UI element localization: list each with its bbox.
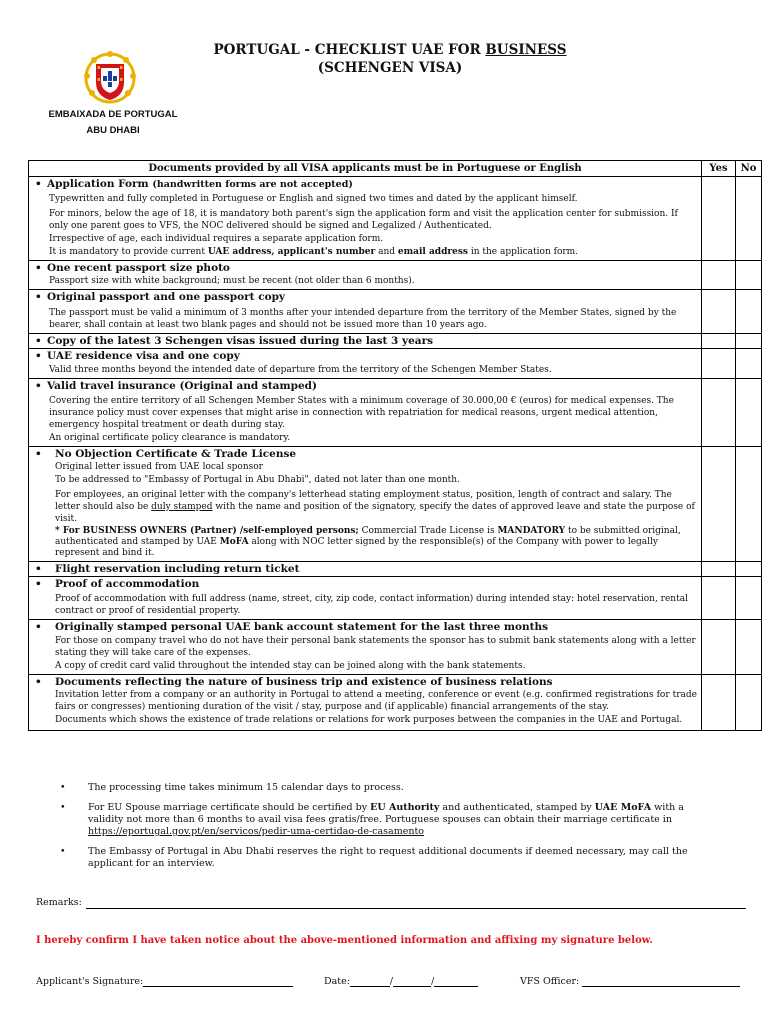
applicant-signature-line[interactable] [143,975,293,987]
yes-checkbox[interactable] [702,577,736,620]
yes-checkbox[interactable] [702,177,736,261]
yes-checkbox[interactable] [702,620,736,675]
notes-list [60,782,720,878]
no-checkbox[interactable] [736,675,762,731]
section-title: Original passport and one passport copy [47,291,286,303]
checklist-row-bank-statement: • Originally stamped personal UAE bank account statement for the last three months For those on company travel who do not have their personal bank statements the sponsor has to submit bank statements along with a letter stating they will take care of the expenses. A copy of credit card valid throughout the intended stay can be joined along with the bank statements. [29,620,762,675]
remarks-field [36,897,746,909]
remarks-label: Remarks: [36,897,82,908]
no-checkbox[interactable] [736,349,762,379]
date-month-line[interactable] [393,975,431,987]
no-checkbox[interactable] [736,334,762,349]
yes-checkbox[interactable] [702,447,736,562]
remarks-line[interactable] [86,897,746,909]
confirmation-statement: I hereby confirm I have taken notice about the above-mentioned information and affixing my signature below. [36,935,653,946]
section-title: Valid travel insurance (Original and stamped) [47,380,317,392]
section-title: Flight reservation including return ticket [55,563,300,575]
no-checkbox[interactable] [736,562,762,577]
no-header: No [736,161,762,177]
yes-checkbox[interactable] [702,379,736,447]
note-additional-documents: • The Embassy of Portugal in Abu Dhabi reserves the right to request additional documents if deemed necessary, may call the applicant for an interview. [60,846,688,869]
yes-checkbox[interactable] [702,675,736,731]
section-title: Copy of the latest 3 Schengen visas issued during the last 3 years [47,335,434,347]
portuguese-coat-of-arms-icon [74,48,146,104]
page-title: PORTUGAL - CHECKLIST UAE FOR BUSINESS (SCHENGEN VISA) [213,42,567,76]
no-checkbox[interactable] [736,290,762,334]
yes-checkbox[interactable] [702,290,736,334]
embassy-name: EMBAIXADA DE PORTUGAL ABU DHABI [48,109,178,136]
section-title: Proof of accommodation [55,578,200,590]
date-day-line[interactable] [350,975,390,987]
section-title: Documents reflecting the nature of business trip and existence of business relations [55,676,553,688]
yes-checkbox[interactable] [702,334,736,349]
no-checkbox[interactable] [736,447,762,562]
no-checkbox[interactable] [736,177,762,261]
checklist-row-business-documents: • Documents reflecting the nature of business trip and existence of business relations Invitation letter from a company or an authority in Portugal to attend a meeting, conference or event (e.g. confirmed registrations for trade fairs or congresses) mentioning duration of the visit / stay, purpose and (if applicable) financial arrangements of the stay. Documents which shows the existence of trade relations or relations for work purposes between the companies in the UAE and Portugal. [29,675,762,731]
yes-header: Yes [702,161,736,177]
no-checkbox[interactable] [736,261,762,290]
checklist-row-residence-visa: • UAE residence visa and one copy Valid three months beyond the intended date of departure from the territory of the Schengen Member States. [29,349,762,379]
documents-header: Documents provided by all VISA applicants must be in Portuguese or English [29,161,702,177]
checklist-row-accommodation: • Proof of accommodation Proof of accommodation with full address (name, street, city, zip code, contact information) during intended stay: hotel reservation, rental contract or proof of residential property. [29,577,762,620]
section-title: Originally stamped personal UAE bank account statement for the last three months [55,621,549,633]
no-checkbox[interactable] [736,577,762,620]
vfs-officer-line[interactable] [582,975,740,987]
checklist-row-schengen-visas: • Copy of the latest 3 Schengen visas issued during the last 3 years [29,334,762,349]
checklist-table [28,160,762,731]
no-checkbox[interactable] [736,620,762,675]
yes-checkbox[interactable] [702,349,736,379]
date-field: Date: / / [324,975,478,987]
checklist-header-row [29,161,762,177]
date-year-line[interactable] [434,975,478,987]
applicant-signature-field: Applicant's Signature: [36,975,293,987]
checklist-row-photo: • One recent passport size photo Passport size with white background; must be recent (not older than 6 months). [29,261,762,290]
note-processing-time: • The processing time takes minimum 15 calendar days to process. [60,782,404,793]
yes-checkbox[interactable] [702,562,736,577]
yes-checkbox[interactable] [702,261,736,290]
checklist-row-travel-insurance: • Valid travel insurance (Original and stamped) Covering the entire territory of all Schengen Member States with a minimum coverage of 30.000,00 € (euros) for medical expenses. The insurance policy must cover expenses that might arise in connection with repatriation for medical reasons, urgent medical attention, emergency hospital treatment or death during stay. An original certificate policy clearance is mandatory. [29,379,762,447]
section-title: UAE residence visa and one copy [47,350,240,362]
note-eu-spouse: • For EU Spouse marriage certificate should be certified by EU Authority and authenticated, stamped by UAE MoFA with a validity not more than 6 months to avail visa fees gratis/free. Portuguese spouses can obtain their marriage certificate in https://eportugal.gov.pt/en/servicos/pedir-uma-certidao-de-casamento [60,802,684,837]
vfs-officer-field: VFS Officer: [520,975,740,987]
checklist-row-noc: • No Objection Certificate & Trade License Original letter issued from UAE local sponsor To be addressed to "Embassy of Portugal in Abu Dhabi", dated not later than one month. For employees, an original letter with the company's letterhead stating employment status, position, length of contract and salary. The letter should also be duly stamped with the name and position of the signatory, specify the dates of approved leave and state the purpose of visit. * For BUSINESS OWNERS (Partner) /self-employed persons; Commercial Trade License is MANDATORY to be submitted original, authenticated and stamped by UAE MoFA along with NOC letter signed by the responsible(s) of the Company with power to legally represent and bind it. [29,447,762,562]
marriage-certificate-link[interactable]: https://eportugal.gov.pt/en/servicos/pedir-uma-certidao-de-casamento [88,826,424,837]
checklist-row-application-form: • Application Form (handwritten forms are not accepted) Typewritten and fully completed in Portuguese or English and signed two times and dated by the applicant himself. For minors, below the age of 18, it is mandatory both parent's sign the application form and visit the application center for submission. If only one parent goes to VFS, the NOC delivered should be signed and Legalized / Authenticated. Irrespective of age, each individual requires a separate application form. It is mandatory to provide current UAE address, applicant's number and email address in the application form. [29,177,762,261]
section-title: No Objection Certificate & Trade License [55,448,297,460]
checklist-row-flight: • Flight reservation including return ticket [29,562,762,577]
section-title: One recent passport size photo [47,262,230,274]
no-checkbox[interactable] [736,379,762,447]
checklist-row-passport: • Original passport and one passport copy The passport must be valid a minimum of 3 months after your intended departure from the territory of the Member States, signed by the bearer, shall contain at least two blank pages and should not be issued more than 10 years ago. [29,290,762,334]
section-title: Application Form [47,178,149,190]
